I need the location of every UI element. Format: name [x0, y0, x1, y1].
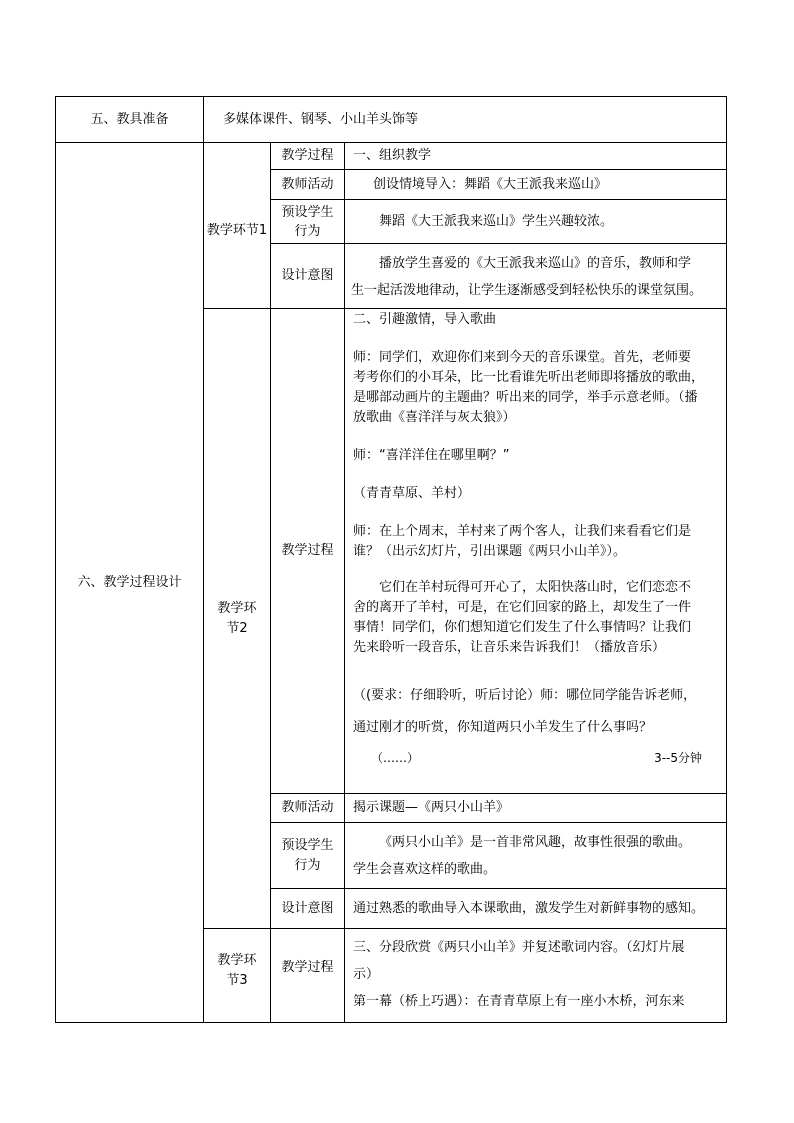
link2-field-student-text: 预设学生行为 [281, 837, 334, 873]
link2-process-heading: 二、引趣激情，导入歌曲 [353, 312, 497, 327]
link1-field-student [271, 200, 344, 243]
link2-student-line: 学生会喜欢这样的歌曲。 [353, 862, 497, 877]
link2-process-line: （青青草原、羊村） [353, 486, 471, 501]
link3-process-line: 第一幕（桥上巧遇）：在青青草原上有一座小木桥，河东来 [353, 994, 685, 1009]
link3-field-process: 教学过程 [281, 960, 334, 975]
link1-intent-line: 生一起活泼地律动，让学生逐渐感受到轻松快乐的课堂氛围。 [351, 283, 703, 298]
link2-process-line: 师：同学们，欢迎你们来到今天的音乐课堂。首先，老师要 [353, 350, 692, 365]
link1-process: 一、组织教学 [353, 148, 432, 163]
border-right [726, 96, 727, 1023]
link3-process-line: 三、分段欣赏《两只小山羊》并复述歌词内容。（幻灯片展 [353, 940, 685, 955]
link1-intent-line: 播放学生喜爱的《大王派我来巡山》的音乐，教师和学 [379, 256, 692, 271]
link2-teacher: 揭示课题—《两只小山羊》 [353, 800, 510, 815]
link1-student: 舞蹈《大王派我来巡山》学生兴趣较浓。 [379, 213, 614, 229]
link3-process-line: 示） [353, 967, 380, 982]
link2-process-line: （(要求：仔细聆听，听后讨论）师：哪位同学能告诉老师， [353, 688, 697, 703]
section6-label: 六、教学过程设计 [77, 574, 182, 590]
link2-process-line: 它们在羊村玩得可开心了，太阳快落山时，它们恋恋不 [379, 580, 692, 595]
link1-teacher: 创设情境导入：舞蹈《大王派我来巡山》 [373, 176, 608, 192]
link2-process-line: 师：“喜洋洋住在哪里啊？” [353, 448, 510, 463]
link2-process-footer [353, 748, 722, 768]
link1-intent [345, 250, 726, 308]
link1-label-text: 教学环节1 [206, 223, 268, 238]
link2-process [345, 310, 726, 792]
link2-student-line: 《两只小山羊》是一首非常风趣，故事性很强的歌曲。 [379, 835, 692, 850]
link1-field-process: 教学过程 [281, 148, 334, 163]
link2-process-line: 谁？（出示幻灯片，引出课题《两只小山羊》）。 [353, 544, 627, 559]
link2-label-text: 教学环节2 [217, 601, 257, 636]
link2-field-teacher: 教师活动 [281, 800, 334, 815]
col-divider [203, 96, 204, 1023]
border-bottom [55, 1022, 727, 1023]
link2-process-line: 师：在上个周末，羊村来了两个客人，让我们来看看它们是 [353, 524, 692, 539]
link3-process [345, 934, 726, 1022]
link1-field-teacher: 教师活动 [281, 176, 334, 192]
link2-process-line: 考考你们的小耳朵，比一比看谁先听出老师即将播放的歌曲， [353, 370, 705, 385]
link2-process-line: 先来聆听一段音乐，让音乐来告诉我们！（播放音乐） [353, 640, 666, 655]
link2-process-line: 放歌曲《喜洋洋与灰太狼》） [353, 410, 516, 425]
link2-field-student [271, 823, 344, 888]
link2-intent: 通过熟悉的歌曲导入本课歌曲，激发学生对新鲜事物的感知。 [353, 900, 705, 916]
link3-label-text: 教学环节3 [217, 953, 257, 988]
link2-process-duration: 3--5分钟 [654, 751, 702, 765]
link2-process-line: 舍的离开了羊村，可是，在它们回家的路上，却发生了一件 [353, 600, 692, 615]
link1-field-intent: 设计意图 [281, 268, 334, 283]
section5-content: 多媒体课件、钢琴、小山羊头饰等 [223, 111, 419, 127]
link3-label [205, 946, 269, 996]
link1-field-student-text: 预设学生行为 [281, 204, 334, 239]
section5-label: 五、教具准备 [90, 111, 169, 127]
link2-field-intent: 设计意图 [281, 900, 334, 916]
link2-field-process: 教学过程 [281, 543, 334, 558]
link2-process-ellipsis: （……） [371, 751, 420, 765]
link2-student [345, 829, 726, 887]
link2-process-line: 事情！同学们，你们想知道它们发生了什么事情吗？让我们 [353, 620, 692, 635]
lesson-plan-table [55, 96, 727, 1023]
link2-process-line: 是哪部动画片的主题曲？听出来的同学，举手示意老师。（播 [353, 390, 698, 405]
link2-label [205, 594, 269, 644]
link1-label [205, 206, 269, 256]
link2-process-line: 通过刚才的听赏，你知道两只小羊发生了什么事吗？ [353, 720, 653, 735]
